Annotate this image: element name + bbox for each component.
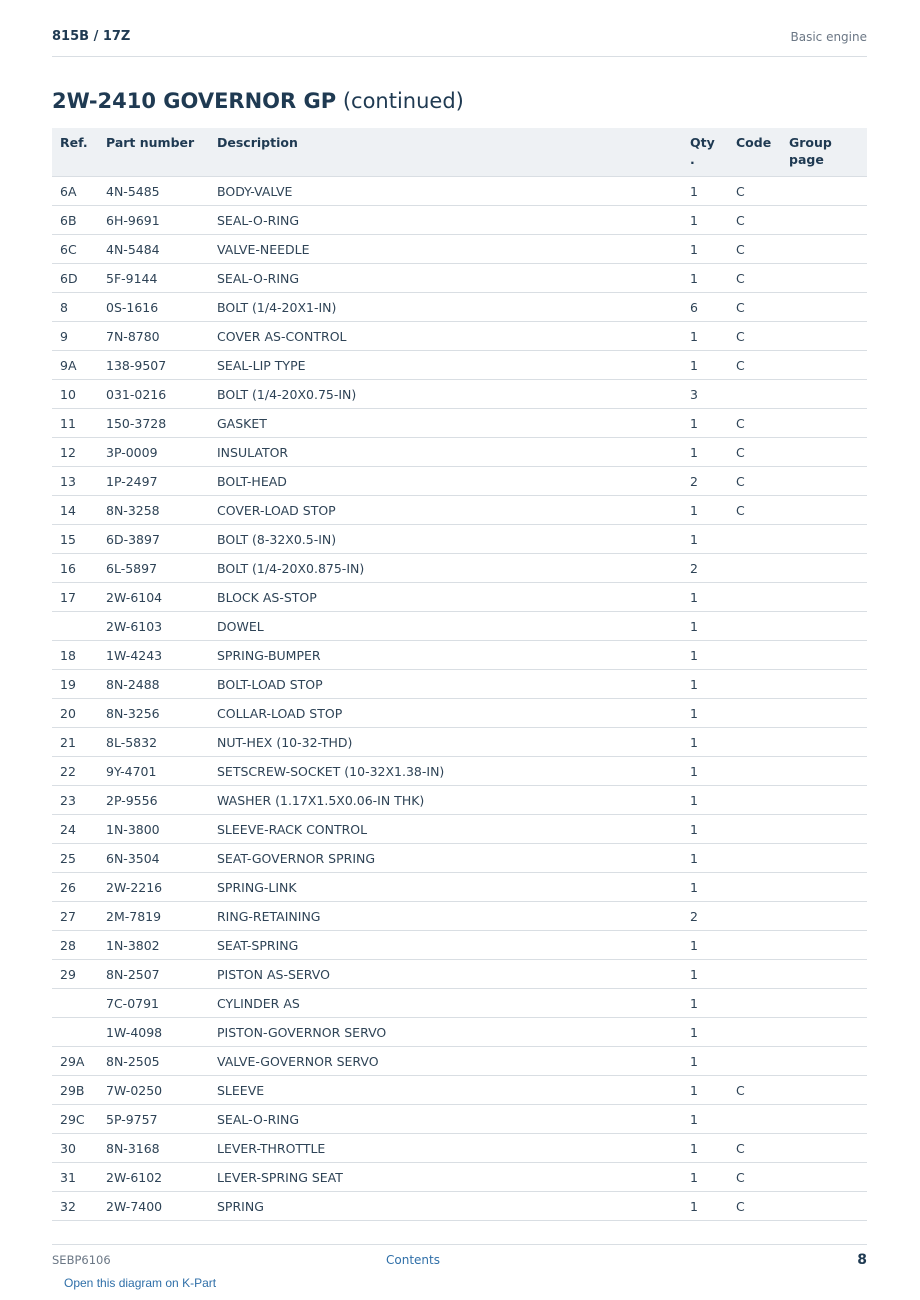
code-cell: [728, 1047, 781, 1076]
code-cell: C: [728, 177, 781, 206]
code-cell: C: [728, 264, 781, 293]
page-title: [52, 89, 464, 113]
description-cell: SPRING-BUMPER: [209, 641, 682, 670]
code-cell: [728, 1018, 781, 1047]
part-number-cell: 2W-6102: [98, 1163, 209, 1192]
code-cell: C: [728, 1076, 781, 1105]
ref-cell: 8: [52, 293, 98, 322]
part-number-cell: 1N-3800: [98, 815, 209, 844]
table-row: [52, 815, 867, 844]
ref-cell: 29C: [52, 1105, 98, 1134]
part-number-cell: 8N-3168: [98, 1134, 209, 1163]
part-number-cell: 6H-9691: [98, 206, 209, 235]
group-page-cell: [781, 322, 867, 351]
part-number-cell: 2W-6103: [98, 612, 209, 641]
code-cell: [728, 380, 781, 409]
description-cell: SEAL-LIP TYPE: [209, 351, 682, 380]
table-row: [52, 496, 867, 525]
group-page-cell: [781, 1076, 867, 1105]
group-page-cell: [781, 960, 867, 989]
group-page-cell: [781, 844, 867, 873]
code-cell: [728, 931, 781, 960]
table-row: [52, 931, 867, 960]
group-page-cell: [781, 525, 867, 554]
code-cell: C: [728, 322, 781, 351]
section-label: Basic engine: [790, 30, 867, 44]
ref-cell: 6A: [52, 177, 98, 206]
part-number-cell: 7N-8780: [98, 322, 209, 351]
code-cell: [728, 583, 781, 612]
parts-table-body: [52, 177, 867, 1221]
group-page-cell: [781, 641, 867, 670]
header-group-line1: Group: [789, 135, 832, 150]
description-cell: SEAL-O-RING: [209, 206, 682, 235]
group-page-cell: [781, 699, 867, 728]
table-row: [52, 902, 867, 931]
group-page-cell: [781, 1192, 867, 1221]
description-cell: SPRING-LINK: [209, 873, 682, 902]
table-row: [52, 1047, 867, 1076]
description-cell: INSULATOR: [209, 438, 682, 467]
qty-cell: 1: [682, 1076, 728, 1105]
part-number-cell: 4N-5484: [98, 235, 209, 264]
contents-link[interactable]: Contents: [386, 1253, 440, 1267]
part-number-cell: 9Y-4701: [98, 757, 209, 786]
qty-cell: 1: [682, 728, 728, 757]
group-page-cell: [781, 235, 867, 264]
description-cell: SEAL-O-RING: [209, 264, 682, 293]
table-row: [52, 235, 867, 264]
qty-cell: 1: [682, 525, 728, 554]
part-number-cell: 8N-3256: [98, 699, 209, 728]
part-number-cell: 8L-5832: [98, 728, 209, 757]
ref-cell: [52, 989, 98, 1018]
description-cell: BOLT (1/4-20X0.75-IN): [209, 380, 682, 409]
description-cell: CYLINDER AS: [209, 989, 682, 1018]
part-number-cell: 031-0216: [98, 380, 209, 409]
description-cell: COLLAR-LOAD STOP: [209, 699, 682, 728]
table-row: [52, 467, 867, 496]
ref-cell: 32: [52, 1192, 98, 1221]
part-number-cell: 2W-6104: [98, 583, 209, 612]
part-number-cell: 2P-9556: [98, 786, 209, 815]
part-number-cell: 8N-2488: [98, 670, 209, 699]
title-main: 2W-2410 GOVERNOR GP: [52, 89, 337, 113]
ref-cell: 9A: [52, 351, 98, 380]
title-suffix: (continued): [342, 89, 464, 113]
document-id: SEBP6106: [52, 1253, 111, 1267]
description-cell: VALVE-GOVERNOR SERVO: [209, 1047, 682, 1076]
footer-divider: [52, 1244, 867, 1245]
ref-cell: 29B: [52, 1076, 98, 1105]
table-row: [52, 177, 867, 206]
part-number-cell: 3P-0009: [98, 438, 209, 467]
ref-cell: 25: [52, 844, 98, 873]
group-page-cell: [781, 496, 867, 525]
description-cell: SLEEVE-RACK CONTROL: [209, 815, 682, 844]
part-number-cell: 0S-1616: [98, 293, 209, 322]
description-cell: BOLT (1/4-20X0.875-IN): [209, 554, 682, 583]
description-cell: BLOCK AS-STOP: [209, 583, 682, 612]
page-number: 8: [857, 1252, 867, 1268]
ref-cell: 19: [52, 670, 98, 699]
ref-cell: 30: [52, 1134, 98, 1163]
table-row: [52, 989, 867, 1018]
part-number-cell: 6L-5897: [98, 554, 209, 583]
parts-table: [52, 128, 867, 1221]
header-qty: [682, 128, 728, 177]
qty-cell: 1: [682, 1163, 728, 1192]
qty-cell: 1: [682, 670, 728, 699]
qty-cell: 1: [682, 815, 728, 844]
code-cell: C: [728, 1163, 781, 1192]
group-page-cell: [781, 467, 867, 496]
group-page-cell: [781, 1047, 867, 1076]
code-cell: [728, 960, 781, 989]
group-page-cell: [781, 554, 867, 583]
qty-cell: 1: [682, 873, 728, 902]
part-number-cell: 1P-2497: [98, 467, 209, 496]
code-cell: C: [728, 206, 781, 235]
part-number-cell: 8N-2507: [98, 960, 209, 989]
page-header: [52, 28, 867, 57]
table-header-row: [52, 128, 867, 177]
k-part-diagram-link[interactable]: Open this diagram on K-Part: [64, 1276, 217, 1290]
code-cell: [728, 786, 781, 815]
part-number-cell: 5F-9144: [98, 264, 209, 293]
ref-cell: 27: [52, 902, 98, 931]
part-number-cell: 1W-4243: [98, 641, 209, 670]
group-page-cell: [781, 612, 867, 641]
part-number-cell: 138-9507: [98, 351, 209, 380]
code-cell: [728, 728, 781, 757]
description-cell: PISTON AS-SERVO: [209, 960, 682, 989]
ref-cell: 23: [52, 786, 98, 815]
ref-cell: 29A: [52, 1047, 98, 1076]
table-row: [52, 641, 867, 670]
qty-cell: 1: [682, 496, 728, 525]
code-cell: C: [728, 467, 781, 496]
code-cell: [728, 989, 781, 1018]
table-row: [52, 1192, 867, 1221]
table-row: [52, 322, 867, 351]
table-row: [52, 699, 867, 728]
ref-cell: 6B: [52, 206, 98, 235]
ref-cell: 13: [52, 467, 98, 496]
group-page-cell: [781, 177, 867, 206]
group-page-cell: [781, 815, 867, 844]
code-cell: [728, 1105, 781, 1134]
qty-cell: 1: [682, 1047, 728, 1076]
qty-cell: 2: [682, 902, 728, 931]
ref-cell: 20: [52, 699, 98, 728]
table-row: [52, 873, 867, 902]
ref-cell: 18: [52, 641, 98, 670]
description-cell: SEAT-GOVERNOR SPRING: [209, 844, 682, 873]
group-page-cell: [781, 786, 867, 815]
table-row: [52, 351, 867, 380]
code-cell: C: [728, 1134, 781, 1163]
ref-cell: 24: [52, 815, 98, 844]
group-page-cell: [781, 873, 867, 902]
qty-cell: 1: [682, 438, 728, 467]
qty-cell: 1: [682, 177, 728, 206]
group-page-cell: [781, 931, 867, 960]
qty-cell: 1: [682, 235, 728, 264]
table-row: [52, 525, 867, 554]
description-cell: WASHER (1.17X1.5X0.06-IN THK): [209, 786, 682, 815]
description-cell: BOLT-HEAD: [209, 467, 682, 496]
code-cell: C: [728, 409, 781, 438]
code-cell: [728, 815, 781, 844]
table-row: [52, 670, 867, 699]
table-row: [52, 583, 867, 612]
ref-cell: 10: [52, 380, 98, 409]
part-number-cell: 2M-7819: [98, 902, 209, 931]
header-qty-line2: .: [690, 152, 695, 167]
ref-cell: 17: [52, 583, 98, 612]
table-row: [52, 1105, 867, 1134]
ref-cell: 14: [52, 496, 98, 525]
description-cell: GASKET: [209, 409, 682, 438]
part-number-cell: 8N-2505: [98, 1047, 209, 1076]
description-cell: NUT-HEX (10-32-THD): [209, 728, 682, 757]
description-cell: SETSCREW-SOCKET (10-32X1.38-IN): [209, 757, 682, 786]
code-cell: [728, 757, 781, 786]
header-description: Description: [209, 128, 682, 177]
qty-cell: 2: [682, 467, 728, 496]
group-page-cell: [781, 1018, 867, 1047]
group-page-cell: [781, 293, 867, 322]
table-row: [52, 554, 867, 583]
qty-cell: 1: [682, 844, 728, 873]
ref-cell: 11: [52, 409, 98, 438]
part-number-cell: 1W-4098: [98, 1018, 209, 1047]
group-page-cell: [781, 670, 867, 699]
description-cell: SEAL-O-RING: [209, 1105, 682, 1134]
part-number-cell: 1N-3802: [98, 931, 209, 960]
table-row: [52, 728, 867, 757]
table-row: [52, 1163, 867, 1192]
code-cell: [728, 670, 781, 699]
part-number-cell: 150-3728: [98, 409, 209, 438]
model-label: 815B / 17Z: [52, 29, 131, 44]
ref-cell: 29: [52, 960, 98, 989]
ref-cell: 21: [52, 728, 98, 757]
table-row: [52, 844, 867, 873]
header-ref: Ref.: [52, 128, 98, 177]
qty-cell: 1: [682, 1105, 728, 1134]
description-cell: COVER-LOAD STOP: [209, 496, 682, 525]
ref-cell: 9: [52, 322, 98, 351]
group-page-cell: [781, 902, 867, 931]
ref-cell: 26: [52, 873, 98, 902]
qty-cell: 1: [682, 641, 728, 670]
qty-cell: 2: [682, 554, 728, 583]
group-page-cell: [781, 1134, 867, 1163]
group-page-cell: [781, 438, 867, 467]
header-part-number: Part number: [98, 128, 209, 177]
table-row: [52, 264, 867, 293]
code-cell: C: [728, 496, 781, 525]
group-page-cell: [781, 380, 867, 409]
qty-cell: 1: [682, 1134, 728, 1163]
table-row: [52, 380, 867, 409]
qty-cell: 3: [682, 380, 728, 409]
code-cell: C: [728, 351, 781, 380]
table-row: [52, 438, 867, 467]
qty-cell: 1: [682, 960, 728, 989]
group-page-cell: [781, 583, 867, 612]
code-cell: [728, 699, 781, 728]
ref-cell: [52, 1018, 98, 1047]
qty-cell: 1: [682, 264, 728, 293]
qty-cell: 1: [682, 612, 728, 641]
description-cell: LEVER-THROTTLE: [209, 1134, 682, 1163]
group-page-cell: [781, 757, 867, 786]
header-code: Code: [728, 128, 781, 177]
qty-cell: 1: [682, 351, 728, 380]
part-number-cell: 6N-3504: [98, 844, 209, 873]
group-page-cell: [781, 351, 867, 380]
header-qty-line1: Qty: [690, 135, 715, 150]
table-row: [52, 1134, 867, 1163]
qty-cell: 1: [682, 409, 728, 438]
part-number-cell: 7W-0250: [98, 1076, 209, 1105]
part-number-cell: 6D-3897: [98, 525, 209, 554]
part-number-cell: 7C-0791: [98, 989, 209, 1018]
qty-cell: 1: [682, 1192, 728, 1221]
code-cell: [728, 844, 781, 873]
description-cell: SEAT-SPRING: [209, 931, 682, 960]
header-group-line2: page: [789, 152, 824, 167]
table-row: [52, 757, 867, 786]
qty-cell: 1: [682, 931, 728, 960]
code-cell: C: [728, 293, 781, 322]
qty-cell: 1: [682, 322, 728, 351]
qty-cell: 1: [682, 786, 728, 815]
qty-cell: 1: [682, 989, 728, 1018]
ref-cell: 6D: [52, 264, 98, 293]
description-cell: DOWEL: [209, 612, 682, 641]
description-cell: RING-RETAINING: [209, 902, 682, 931]
qty-cell: 1: [682, 699, 728, 728]
group-page-cell: [781, 728, 867, 757]
description-cell: BOLT (1/4-20X1-IN): [209, 293, 682, 322]
ref-cell: 22: [52, 757, 98, 786]
code-cell: C: [728, 438, 781, 467]
table-row: [52, 409, 867, 438]
qty-cell: 1: [682, 757, 728, 786]
group-page-cell: [781, 206, 867, 235]
qty-cell: 1: [682, 1018, 728, 1047]
table-row: [52, 206, 867, 235]
group-page-cell: [781, 264, 867, 293]
header-group-page: [781, 128, 867, 177]
code-cell: [728, 902, 781, 931]
description-cell: BOLT-LOAD STOP: [209, 670, 682, 699]
part-number-cell: 8N-3258: [98, 496, 209, 525]
part-number-cell: 5P-9757: [98, 1105, 209, 1134]
code-cell: [728, 612, 781, 641]
description-cell: SLEEVE: [209, 1076, 682, 1105]
table-row: [52, 1018, 867, 1047]
code-cell: [728, 525, 781, 554]
description-cell: SPRING: [209, 1192, 682, 1221]
code-cell: C: [728, 1192, 781, 1221]
code-cell: [728, 554, 781, 583]
code-cell: [728, 641, 781, 670]
group-page-cell: [781, 1105, 867, 1134]
description-cell: LEVER-SPRING SEAT: [209, 1163, 682, 1192]
group-page-cell: [781, 1163, 867, 1192]
ref-cell: 16: [52, 554, 98, 583]
description-cell: VALVE-NEEDLE: [209, 235, 682, 264]
ref-cell: 31: [52, 1163, 98, 1192]
qty-cell: 1: [682, 583, 728, 612]
ref-cell: 28: [52, 931, 98, 960]
table-row: [52, 960, 867, 989]
description-cell: BODY-VALVE: [209, 177, 682, 206]
part-number-cell: 2W-7400: [98, 1192, 209, 1221]
table-row: [52, 293, 867, 322]
group-page-cell: [781, 409, 867, 438]
description-cell: BOLT (8-32X0.5-IN): [209, 525, 682, 554]
group-page-cell: [781, 989, 867, 1018]
part-number-cell: 2W-2216: [98, 873, 209, 902]
qty-cell: 6: [682, 293, 728, 322]
table-row: [52, 786, 867, 815]
code-cell: [728, 873, 781, 902]
ref-cell: 12: [52, 438, 98, 467]
code-cell: C: [728, 235, 781, 264]
ref-cell: [52, 612, 98, 641]
ref-cell: 15: [52, 525, 98, 554]
table-row: [52, 612, 867, 641]
description-cell: PISTON-GOVERNOR SERVO: [209, 1018, 682, 1047]
qty-cell: 1: [682, 206, 728, 235]
ref-cell: 6C: [52, 235, 98, 264]
description-cell: COVER AS-CONTROL: [209, 322, 682, 351]
part-number-cell: 4N-5485: [98, 177, 209, 206]
table-row: [52, 1076, 867, 1105]
